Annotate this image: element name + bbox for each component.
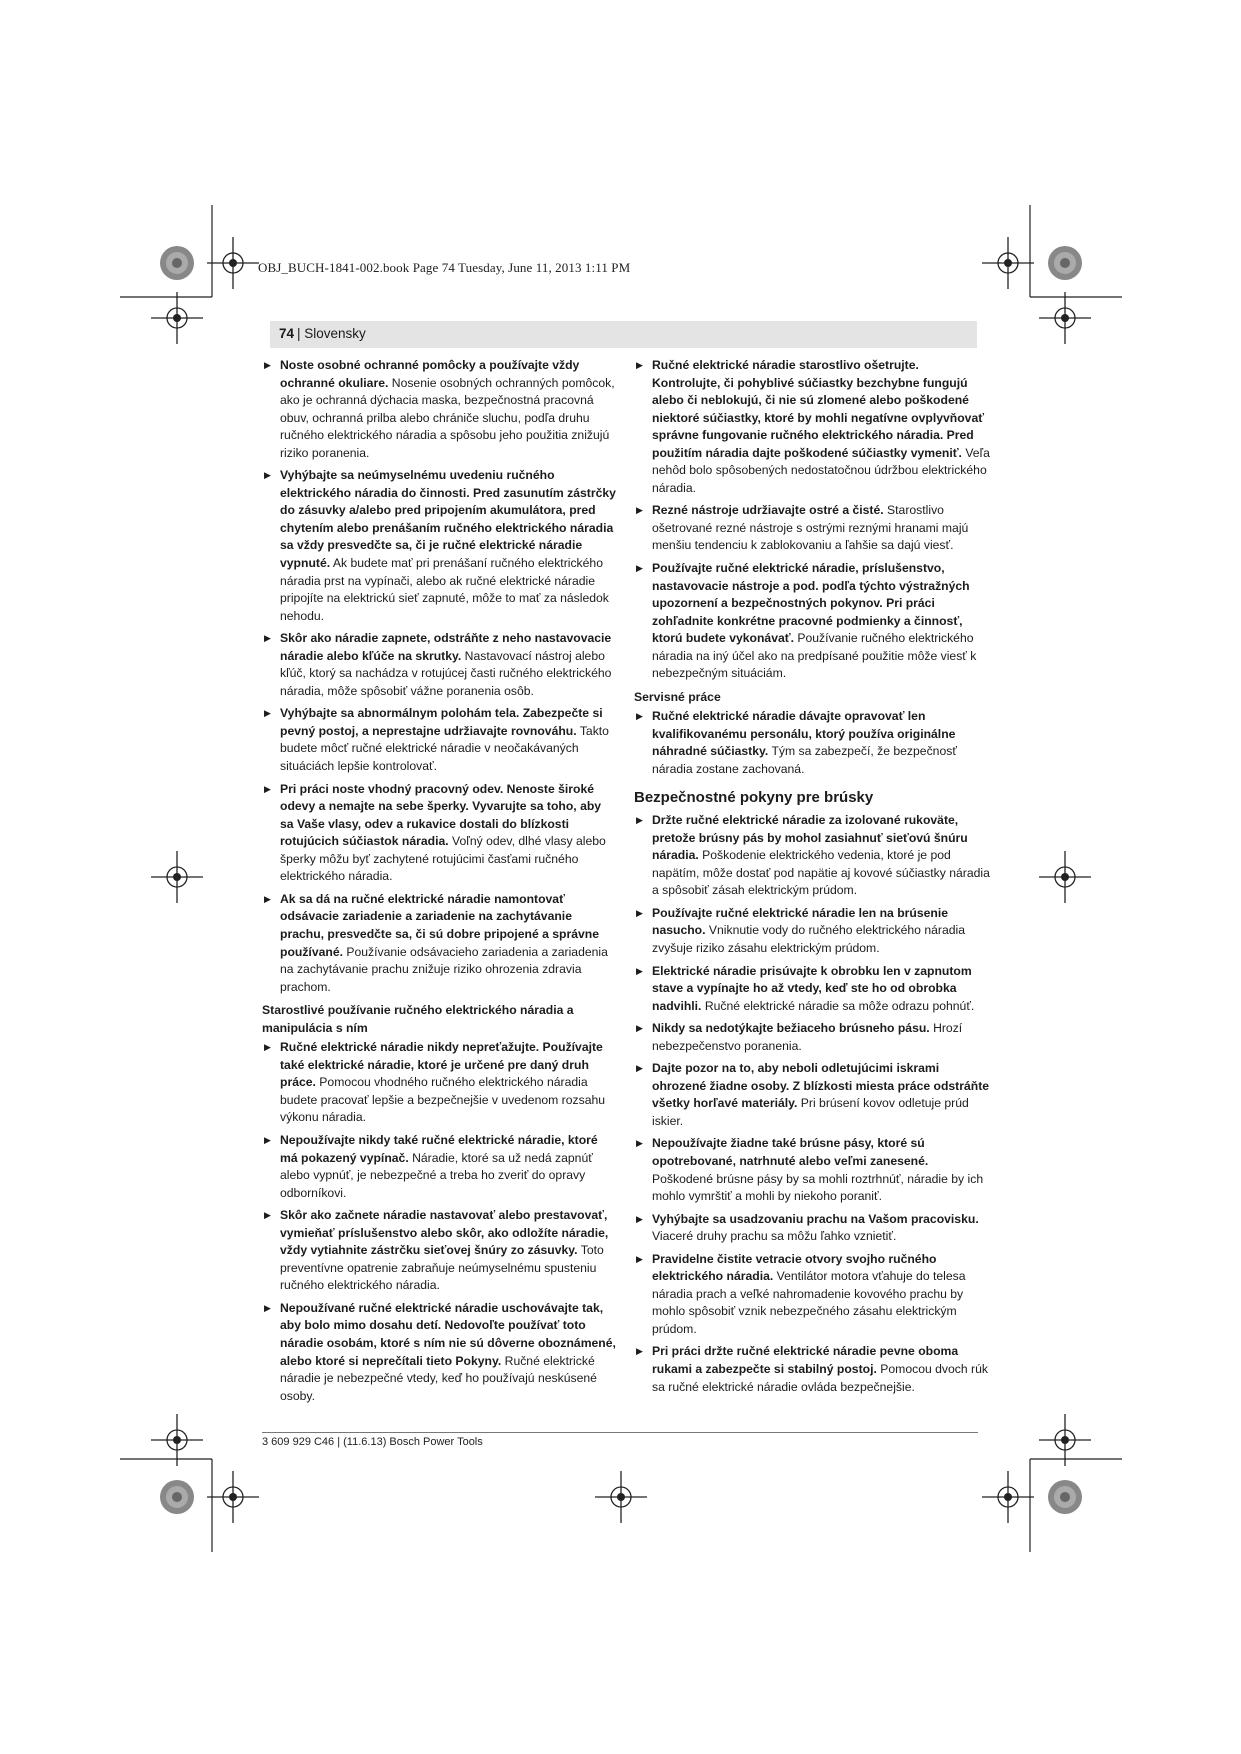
- item-bold-text: Používajte ručné elektrické náradie, príslušenstvo, nastavovacie nástroje a pod. podľa týchto výstražných upozornení a bezpečnostných pokynov. Pri práci zohľadnite konkrétne pracovné podmienky a činnosť, ktorú budete vykonávať.: [652, 561, 970, 646]
- crosshair-icon: [151, 292, 203, 344]
- safety-item: [634, 1251, 990, 1339]
- crosshair-icon: [1039, 1414, 1091, 1466]
- safety-item: [634, 963, 990, 1016]
- page-language: | Slovensky: [297, 326, 366, 341]
- bullet-icon: ▶: [636, 1253, 643, 1264]
- safety-item: [262, 467, 618, 625]
- bullet-icon: ▶: [636, 1023, 643, 1034]
- bullet-icon: ▶: [636, 1063, 643, 1074]
- item-text: Pomocou dvoch rúk sa ručné elektrické náradie ovláda bezpečnejšie.: [652, 1361, 988, 1394]
- safety-item: [634, 1020, 990, 1055]
- item-text: Nosenie osobných ochranných pomôcok, ako je ochranná dýchacia maska, bezpečnostná pracovná obuv, ochranná prilba alebo chrániče sluchu, podľa druhu ručného elektrického náradia a spôsobu jeho použitia znižujú riziko poranenia.: [280, 375, 615, 460]
- left-items-a: [262, 357, 618, 996]
- page-banner: [270, 321, 977, 348]
- crosshair-icon: [982, 237, 1034, 289]
- item-bold-text: Nikdy sa nedotýkajte bežiaceho brúsneho pásu.: [652, 1021, 930, 1036]
- item-text: Poškodenie elektrického vedenia, ktoré je pod napätím, môže dostať pod napätie aj kovové súčiastky náradia a spôsobiť zásah elektrickým prúdom.: [652, 848, 990, 898]
- safety-item: [262, 1300, 618, 1405]
- crosshair-icon: [595, 1471, 647, 1523]
- bullet-icon: ▶: [264, 708, 271, 719]
- crosshair-icon: [1039, 851, 1091, 903]
- crosshair-icon: [207, 237, 259, 289]
- footer-text: 3 609 929 C46 | (11.6.13) Bosch Power Tools: [262, 1436, 483, 1448]
- safety-item: [634, 560, 990, 683]
- item-text: Voľný odev, dlhé vlasy alebo šperky môžu byť zachytené rotujúcimi časťami ručného elektrického náradia.: [280, 834, 606, 884]
- item-text: Ručné elektrické náradie sa môže odrazu pohnúť.: [701, 998, 975, 1013]
- safety-item: [262, 705, 618, 775]
- subheading-careful-use: Starostlivé používanie ručného elektrického náradia a manipulácia s ním: [262, 1003, 574, 1035]
- item-text: Pomocou vhodného ručného elektrického náradia budete pracovať lepšie a bezpečnejšie v uvedenom rozsahu výkonu náradia.: [280, 1075, 606, 1125]
- bullet-icon: ▶: [264, 1302, 271, 1313]
- safety-item: [634, 1135, 990, 1205]
- safety-item: [262, 891, 618, 996]
- safety-item: [634, 708, 990, 778]
- item-text: Veľa nehôd bolo spôsobených nedostatočnou údržbou elektrického náradia.: [652, 445, 990, 495]
- item-text: Pri brúsení kovov odletuje prúd iskier.: [652, 1096, 969, 1128]
- safety-item: [262, 630, 618, 700]
- item-bold-text: Ručné elektrické náradie dávajte opravovať len kvalifikovanému personálu, ktorý používa originálne náhradné súčiastky.: [652, 709, 956, 759]
- bullet-icon: ▶: [636, 965, 643, 976]
- item-bold-text: Vyhýbajte sa usadzovaniu prachu na Vašom pracovisku.: [652, 1211, 979, 1226]
- item-bold-text: Rezné nástroje udržiavajte ostré a čisté.: [652, 503, 884, 518]
- item-text: Ručné elektrické náradie je nebezpečné vtedy, keď ho používajú neskúsené osoby.: [280, 1353, 597, 1403]
- color-target-icon: [1048, 1480, 1082, 1514]
- bullet-icon: ▶: [636, 563, 643, 574]
- right-items-c: [634, 812, 990, 1396]
- bullet-icon: ▶: [636, 360, 643, 370]
- bullet-icon: ▶: [636, 1346, 643, 1357]
- item-text: Používanie odsávacieho zariadenia a zariadenia na zachytávanie prachu znižuje riziko ohrozenia zdravia prachom.: [280, 944, 608, 994]
- safety-item: [262, 1132, 618, 1202]
- item-text: Ventilátor motora vťahuje do telesa náradia prach a veľké nahromadenie kovového prachu by mohlo spôsobiť vznik nebezpečného zásahu elektrickým prúdom.: [652, 1269, 966, 1336]
- safety-item: [262, 1207, 618, 1295]
- item-text: Toto preventívne opatrenie zabraňuje neúmyselnému spusteniu ručného elektrického náradia.: [280, 1243, 604, 1293]
- right-column: [634, 357, 990, 1401]
- safety-item: [634, 502, 990, 555]
- safety-item: [634, 1211, 990, 1246]
- crosshair-icon: [207, 1471, 259, 1523]
- item-bold-text: Nepoužívajte nikdy také ručné elektrické náradie, ktoré má pokazený vypínač.: [280, 1132, 598, 1165]
- item-text: Tým sa zabezpečí, že bezpečnosť náradia zostane zachovaná.: [652, 744, 957, 777]
- safety-item: [634, 1060, 990, 1130]
- item-text: Poškodené brúsne pásy by sa mohli roztrhnúť, náradie by ich mohlo vymrštiť a mohli by niekoho poraniť.: [652, 1171, 984, 1204]
- item-bold-text: Dajte pozor na to, aby neboli odletujúcimi iskrami ohrozené žiadne osoby. Z blízkosti miesta práce odstráňte všetky horľavé materiály.: [652, 1061, 990, 1111]
- color-target-icon: [160, 1480, 194, 1514]
- item-bold-text: Pri práci noste vhodný pracovný odev. Nenoste široké odevy a nemajte na sebe šperky. Vyvarujte sa toho, aby sa Vaše vlasy, odev a rukavice dostali do blízkosti rotujúcich súčiastok náradia.: [280, 781, 602, 849]
- item-bold-text: Vyhýbajte sa neúmyselnému uvedeniu ručného elektrického náradia do činnosti. Pred zasunutím zástrčky do zásuvky a/alebo pred pripojením akumulátora, pred chytením alebo prenášaním ručného elektrického náradia sa vždy presvedčte sa, či je ručné elektrické náradie vypnuté.: [280, 468, 616, 571]
- page-number: 74: [279, 326, 295, 341]
- section-heading-sanders: Bezpečnostné pokyny pre brúsky: [634, 788, 874, 806]
- item-text: Vniknutie vody do ručného elektrického náradia zvyšuje riziko zásahu elektrickým prúdom.: [652, 923, 965, 955]
- crosshair-icon: [1039, 292, 1091, 344]
- bullet-icon: ▶: [264, 783, 271, 794]
- safety-item: [634, 1343, 990, 1396]
- item-text: Náradie, ktoré sa už nedá zapnúť alebo vypnúť, je nebezpečné a treba ho zveriť do opravy odborníkovi.: [280, 1150, 593, 1200]
- left-column: [262, 357, 618, 1410]
- item-bold-text: Elektrické náradie prisúvajte k obrobku len v zapnutom stave a vypínajte ho až vtedy, keď ste ho od obrobka nadvihli.: [652, 963, 972, 1013]
- safety-item: [634, 357, 990, 497]
- item-bold-text: Pri práci držte ručné elektrické náradie pevne oboma rukami a zabezpečte si stabilný postoj.: [652, 1344, 959, 1376]
- safety-item: [262, 781, 618, 886]
- item-text: Starostlivo ošetrované rezné nástroje s ostrými reznými hranami majú menšiu tendenciu k zablokovaniu a ľahšie sa dajú viesť.: [652, 503, 969, 553]
- item-bold-text: Používajte ručné elektrické náradie len na brúsenie nasucho.: [652, 905, 949, 938]
- bullet-icon: ▶: [264, 1042, 271, 1053]
- item-bold-text: Ručné elektrické náradie nikdy nepreťažujte. Používajte také elektrické náradie, ktoré je určené pre daný druh práce.: [280, 1040, 603, 1090]
- left-items-b: [262, 1039, 618, 1405]
- item-text: Takto budete môcť ručné elektrické náradie v neočakávaných situáciách lepšie kontrolovať.: [280, 723, 609, 774]
- safety-item: [634, 905, 990, 958]
- bullet-icon: ▶: [264, 360, 271, 370]
- item-bold-text: Pravidelne čistite vetracie otvory svojho ručného elektrického náradia.: [652, 1251, 937, 1284]
- item-bold-text: Skôr ako náradie zapnete, odstráňte z neho nastavovacie náradie alebo kľúče na skrutky.: [280, 631, 612, 663]
- bullet-icon: ▶: [636, 711, 643, 722]
- item-bold-text: Skôr ako začnete náradie nastavovať alebo prestavovať, vymieňať príslušenstvo alebo skôr, ako odložíte náradie, vždy vytiahnite zástrčku sieťovej šnúry zo zásuvky.: [280, 1208, 609, 1258]
- bullet-icon: ▶: [636, 1213, 643, 1224]
- right-items-b: [634, 708, 990, 778]
- item-text: Používanie ručného elektrického náradia na iný účel ako na predpísané použitie môže viesť k nebezpečným situáciám.: [652, 631, 977, 681]
- subheading-service: Servisné práce: [634, 689, 721, 704]
- bullet-icon: ▶: [264, 633, 271, 644]
- color-target-icon: [160, 246, 194, 280]
- safety-item: [262, 1039, 618, 1127]
- bullet-icon: ▶: [636, 505, 643, 516]
- item-bold-text: Vyhýbajte sa abnormálnym polohám tela. Zabezpečte si pevný postoj, a neprestajne udržiavajte rovnováhu.: [280, 706, 603, 738]
- bullet-icon: ▶: [636, 1138, 643, 1149]
- right-items-a: [634, 357, 990, 683]
- item-bold-text: Ručné elektrické náradie starostlivo ošetrujte. Kontrolujte, či pohyblivé súčiastky bezchybne fungujú alebo či neblokujú, či nie sú zlomené alebo poškodené niektoré súčiastky, ktoré by mohli negatívne ovplyvňovať správne fungovanie ručného elektrického náradia. Pred použitím náradia dajte poškodené súčiastky vymeniť.: [652, 358, 985, 460]
- bullet-icon: ▶: [264, 1134, 271, 1145]
- print-header: OBJ_BUCH-1841-002.book Page 74 Tuesday, June 11, 2013 1:11 PM: [258, 260, 631, 275]
- safety-item: [634, 812, 990, 900]
- item-text: Ak budete mať pri prenášaní ručného elektrického náradia prst na vypínači, alebo ak ručné elektrické náradie pripojíte na elektrickú sieť zapnuté, môže to mať za následok nehodu.: [280, 556, 609, 623]
- bullet-icon: ▶: [636, 815, 643, 826]
- item-bold-text: Noste osobné ochranné pomôcky a používajte vždy ochranné okuliare.: [280, 358, 580, 390]
- crosshair-icon: [982, 1471, 1034, 1523]
- crosshair-icon: [151, 851, 203, 903]
- footer-rule: [262, 1432, 978, 1433]
- bullet-icon: ▶: [636, 907, 643, 918]
- bullet-icon: ▶: [264, 470, 271, 481]
- item-text: Hrozí nebezpečenstvo poranenia.: [652, 1021, 963, 1053]
- color-target-icon: [1048, 246, 1082, 280]
- item-bold-text: Ak sa dá na ručné elektrické náradie namontovať odsávacie zariadenie a zariadenie na zachytávanie prachu, presvedčte sa, či sú dobre pripojené a správne používané.: [280, 891, 600, 959]
- item-bold-text: Držte ručné elektrické náradie za izolované rukoväte, pretože brúsny pás by mohol zasiahnuť sieťovú šnúru náradia.: [652, 813, 968, 863]
- item-text: Nastavovací nástroj alebo kľúč, ktorý sa nachádza v rotujúcej časti ručného elektrického náradia, môže spôsobiť vážne poranenia osôb.: [280, 648, 612, 698]
- item-bold-text: Nepoužívajte žiadne také brúsne pásy, ktoré sú opotrebované, natrhnuté alebo veľmi zanesené.: [652, 1136, 929, 1168]
- item-bold-text: Nepoužívané ručné elektrické náradie uschovávajte tak, aby bolo mimo dosahu detí. Nedovoľte používať toto náradie osobám, ktoré s ním nie sú dôverne oboznámené, alebo ktoré si neprečítali tieto Pokyny.: [280, 1300, 616, 1368]
- item-text: Viaceré druhy prachu sa môžu ľahko vznietiť.: [652, 1229, 897, 1244]
- safety-item: [262, 357, 618, 462]
- bullet-icon: ▶: [264, 1210, 271, 1221]
- bullet-icon: ▶: [264, 893, 271, 904]
- crosshair-icon: [151, 1414, 203, 1466]
